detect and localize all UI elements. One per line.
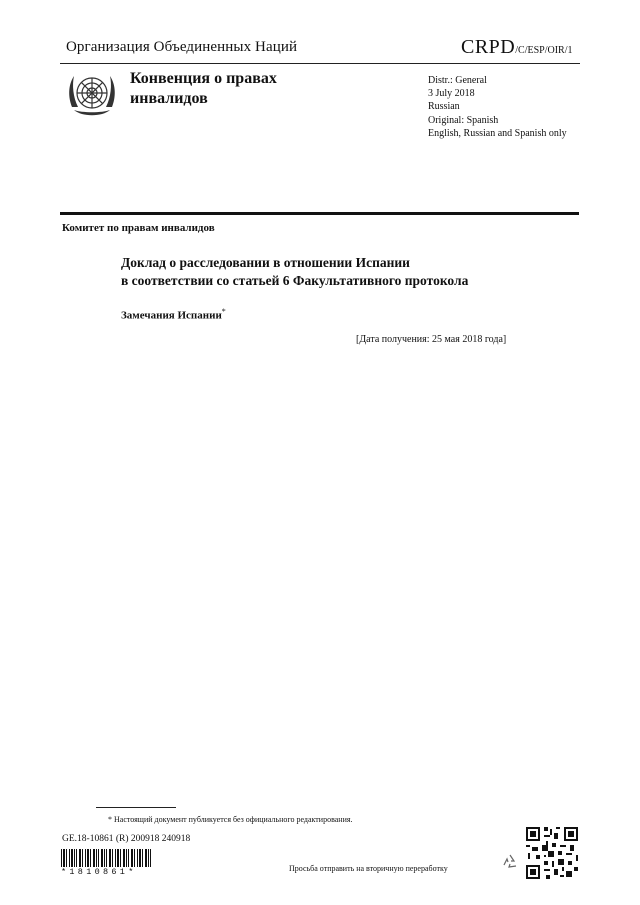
date-received: [Дата получения: 25 мая 2018 года]	[356, 334, 507, 345]
section-rule	[60, 212, 579, 215]
document-symbol-main: CRPD	[461, 36, 516, 58]
header-rule	[60, 63, 580, 64]
report-title	[121, 254, 541, 290]
organization-name: Организация Объединенных Наций	[66, 39, 298, 55]
footnote-marker[interactable]: *	[221, 307, 226, 316]
qr-code-icon	[524, 825, 580, 881]
distribution-line: Original: Spanish	[428, 114, 499, 126]
barcode-icon	[61, 849, 151, 867]
convention-title-line-2: инвалидов	[130, 90, 208, 107]
report-title-line-2: в соответствии со статьей 6 Факультативного протокола	[121, 273, 469, 288]
convention-title-line-1: Конвенция о правах	[130, 70, 277, 87]
footnote-rule	[96, 807, 176, 808]
barcode-number: *1810861*	[61, 867, 137, 877]
document-symbol	[461, 36, 573, 59]
convention-title	[130, 69, 350, 109]
observations-heading	[121, 307, 226, 322]
distribution-line: 3 July 2018	[428, 88, 475, 100]
distribution-line: English, Russian and Spanish only	[428, 127, 567, 139]
document-symbol-suffix: /C/ESP/OIR/1	[515, 45, 573, 56]
recycle-icon	[500, 852, 520, 872]
job-number: GE.18-10861 (R) 200918 240918	[62, 834, 191, 844]
un-emblem-icon	[64, 67, 120, 123]
distribution-line: Russian	[428, 101, 460, 113]
distribution-line: Distr.: General	[428, 75, 487, 86]
footnote-text: * Настоящий документ публикуется без официального редактирования.	[108, 815, 353, 824]
distribution-block	[428, 74, 567, 140]
recycle-text: Просьба отправить на вторичную переработку	[289, 864, 448, 873]
committee-name: Комитет по правам инвалидов	[62, 222, 215, 234]
report-title-line-1: Доклад о расследовании в отношении Испании	[121, 255, 410, 270]
observations-text: Замечания Испании	[121, 309, 222, 322]
